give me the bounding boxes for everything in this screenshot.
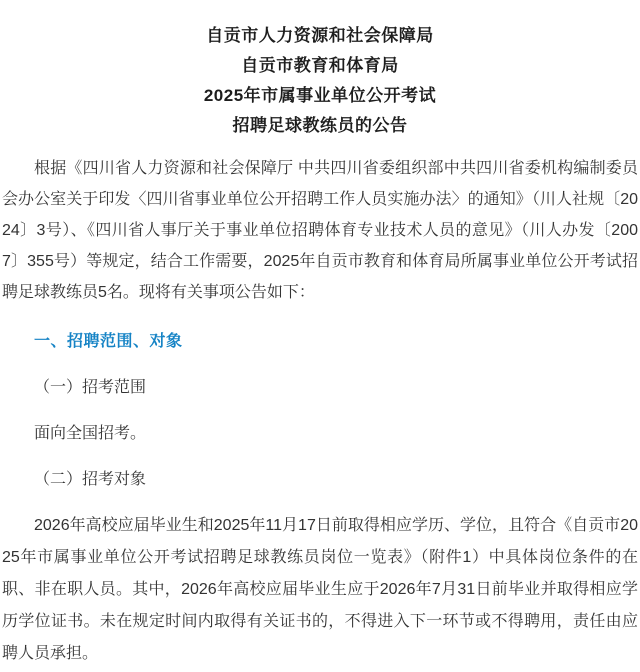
title-line-subject: 2025年市属事业单位公开考试 [203, 86, 437, 105]
sub-section-2-label: （二）招考对象 [34, 471, 147, 488]
sub-section-1-label: （一）招考范围 [34, 379, 147, 396]
section-1-heading: 一、招聘范围、对象 [34, 333, 183, 350]
title-line-issuer-1: 自贡市人力资源和社会保障局 [206, 26, 434, 45]
sub-section-1-text: 面向全国招考。 [34, 425, 147, 442]
title-line-issuer-2: 自贡市教育和体育局 [241, 56, 399, 75]
announcement-title-block [2, 0, 638, 141]
intro-paragraph: 根据《四川省人力资源和社会保障厅 中共四川省委组织部中共四川省委机构编制委员会办公室关于印发〈四川省事业单位公开招聘工作人员实施办法〉的通知》（川人社规〔2024〕3号）、《四川省人事厅关于事业单位招聘体育专业技术人员的意见》（川人办发〔2007〕355号）等规定，结合工作需要，2025年自贡市教育和体育局所属事业单位公开考试招聘足球教练员5名。现将有关事项公告如下： [2, 160, 638, 301]
sub-section-2-paragraph: 2026年高校应届毕业生和2025年11月17日前取得相应学历、学位，且符合《自贡市2025年市属事业单位公开考试招聘足球教练员岗位一览表》（附件1）中具体岗位条件的在职、非在职人员。其中，2026年高校应届毕业生应于2026年7月31日前毕业并取得相应学历学位证书。未在规定时间内取得有关证书的，不得进入下一环节或不得聘用，责任由应聘人员承担。 [2, 517, 638, 662]
title-line-announcement: 招聘足球教练员的公告 [232, 116, 408, 135]
